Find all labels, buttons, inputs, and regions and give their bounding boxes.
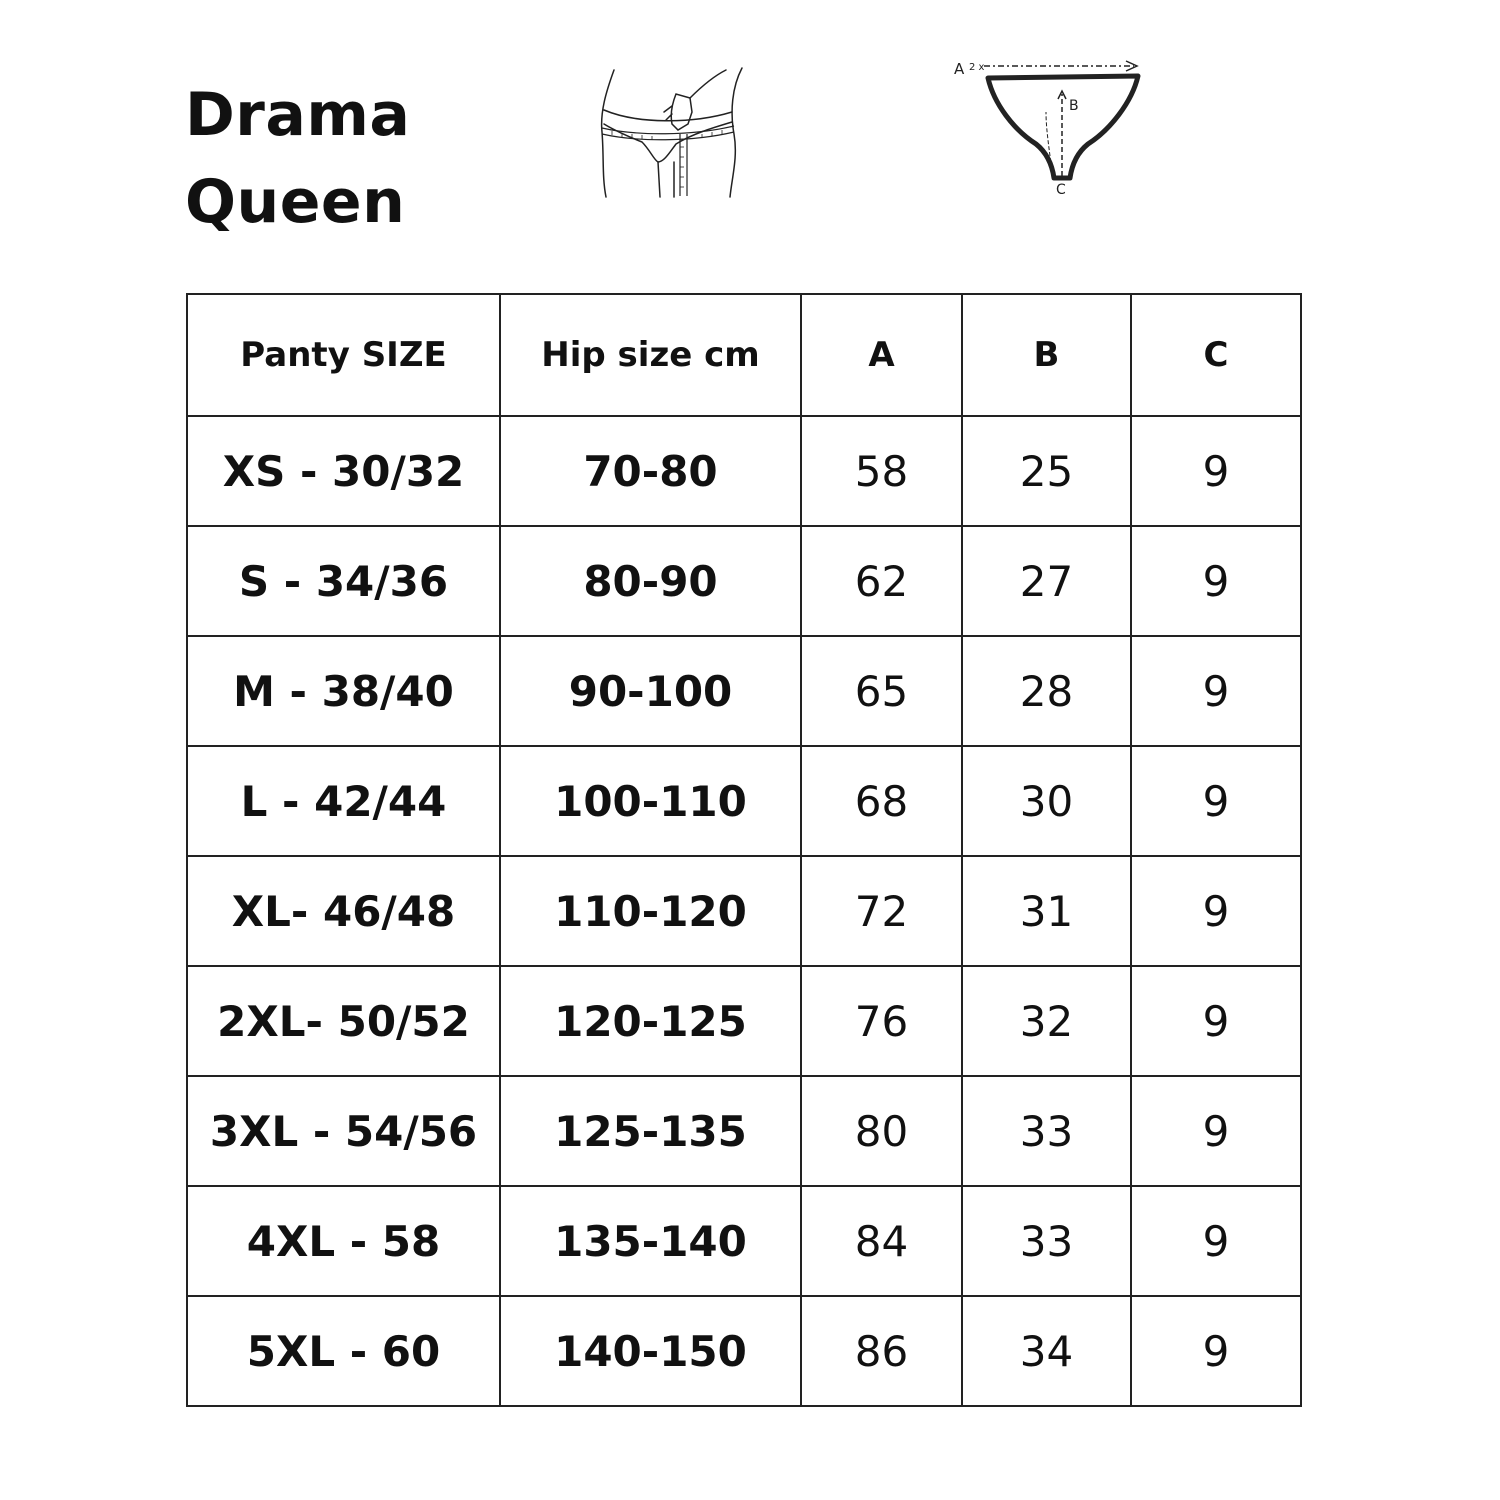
brand-title-line2: Queen bbox=[185, 167, 406, 237]
cell-hip: 140-150 bbox=[500, 1296, 801, 1406]
cell-b: 33 bbox=[962, 1186, 1131, 1296]
cell-c: 9 bbox=[1131, 966, 1301, 1076]
cell-a: 76 bbox=[801, 966, 962, 1076]
cell-size: XL- 46/48 bbox=[187, 856, 500, 966]
cell-size: S - 34/36 bbox=[187, 526, 500, 636]
header-panty-size: Panty SIZE bbox=[187, 294, 500, 416]
panty-measurement-diagram-icon bbox=[950, 52, 1150, 202]
cell-a: 65 bbox=[801, 636, 962, 746]
cell-b: 32 bbox=[962, 966, 1131, 1076]
cell-b: 33 bbox=[962, 1076, 1131, 1186]
diagram-label-b: B bbox=[1069, 98, 1079, 114]
brand-title bbox=[185, 72, 410, 246]
cell-size: XS - 30/32 bbox=[187, 416, 500, 526]
header-c: C bbox=[1131, 294, 1301, 416]
table-row bbox=[187, 526, 1301, 636]
brand-title-line1: Drama bbox=[185, 80, 411, 150]
cell-size: 5XL - 60 bbox=[187, 1296, 500, 1406]
table-row bbox=[187, 856, 1301, 966]
table-row bbox=[187, 966, 1301, 1076]
size-chart-table bbox=[186, 293, 1302, 1407]
cell-c: 9 bbox=[1131, 856, 1301, 966]
cell-hip: 90-100 bbox=[500, 636, 801, 746]
cell-hip: 110-120 bbox=[500, 856, 801, 966]
cell-a: 68 bbox=[801, 746, 962, 856]
cell-c: 9 bbox=[1131, 1186, 1301, 1296]
cell-size: M - 38/40 bbox=[187, 636, 500, 746]
cell-size: 3XL - 54/56 bbox=[187, 1076, 500, 1186]
cell-b: 27 bbox=[962, 526, 1131, 636]
diagram-label-a-note: 2 x bbox=[969, 62, 985, 73]
cell-b: 25 bbox=[962, 416, 1131, 526]
cell-hip: 80-90 bbox=[500, 526, 801, 636]
cell-c: 9 bbox=[1131, 636, 1301, 746]
cell-hip: 125-135 bbox=[500, 1076, 801, 1186]
cell-size: 4XL - 58 bbox=[187, 1186, 500, 1296]
header-b: B bbox=[962, 294, 1131, 416]
table-row bbox=[187, 1296, 1301, 1406]
cell-c: 9 bbox=[1131, 526, 1301, 636]
cell-c: 9 bbox=[1131, 1076, 1301, 1186]
table-row bbox=[187, 746, 1301, 856]
cell-hip: 100-110 bbox=[500, 746, 801, 856]
cell-a: 62 bbox=[801, 526, 962, 636]
table-header-row bbox=[187, 294, 1301, 416]
hip-measurement-icon bbox=[592, 62, 752, 202]
cell-a: 58 bbox=[801, 416, 962, 526]
cell-a: 72 bbox=[801, 856, 962, 966]
header-hip-size: Hip size cm bbox=[500, 294, 801, 416]
cell-size: L - 42/44 bbox=[187, 746, 500, 856]
cell-b: 28 bbox=[962, 636, 1131, 746]
table-row bbox=[187, 1186, 1301, 1296]
header-a: A bbox=[801, 294, 962, 416]
cell-c: 9 bbox=[1131, 746, 1301, 856]
table-row bbox=[187, 636, 1301, 746]
cell-b: 34 bbox=[962, 1296, 1131, 1406]
table-row bbox=[187, 416, 1301, 526]
cell-a: 86 bbox=[801, 1296, 962, 1406]
table-row bbox=[187, 1076, 1301, 1186]
diagram-label-a: A bbox=[954, 60, 965, 78]
cell-a: 80 bbox=[801, 1076, 962, 1186]
cell-hip: 70-80 bbox=[500, 416, 801, 526]
cell-hip: 135-140 bbox=[500, 1186, 801, 1296]
diagram-label-c: C bbox=[1056, 182, 1066, 198]
cell-b: 30 bbox=[962, 746, 1131, 856]
cell-a: 84 bbox=[801, 1186, 962, 1296]
cell-c: 9 bbox=[1131, 1296, 1301, 1406]
cell-hip: 120-125 bbox=[500, 966, 801, 1076]
cell-c: 9 bbox=[1131, 416, 1301, 526]
cell-size: 2XL- 50/52 bbox=[187, 966, 500, 1076]
cell-b: 31 bbox=[962, 856, 1131, 966]
